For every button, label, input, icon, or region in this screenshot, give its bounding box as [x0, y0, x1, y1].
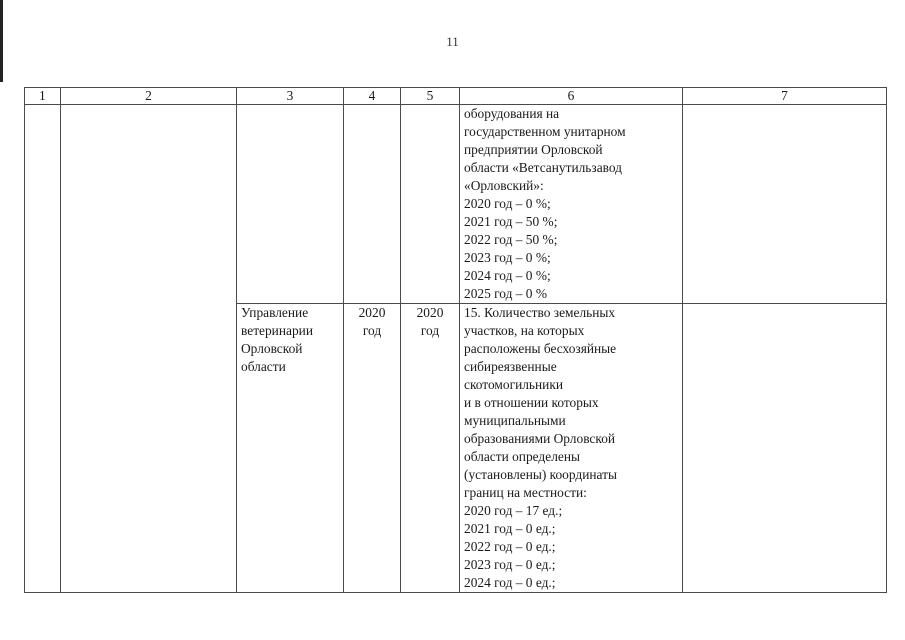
cell-indicator-15	[460, 304, 683, 593]
text-line: 2022 год – 50 %;	[464, 232, 558, 247]
cell-col2-merged	[61, 105, 237, 593]
text-line: 2021 год – 50 %;	[464, 214, 558, 229]
text-line: 2025 год – 0 %	[464, 286, 547, 301]
text-line: границ на местности:	[464, 485, 587, 500]
text-line: муниципальными	[464, 413, 566, 428]
text-line: 2021 год – 0 ед.;	[464, 521, 556, 536]
column-header-5: 5	[401, 88, 460, 105]
table-row-continued	[25, 105, 887, 304]
text-line: «Орловский»:	[464, 178, 544, 193]
text-line: и в отношении которых	[464, 395, 599, 410]
text-line: области	[241, 359, 286, 374]
text-line: области «Ветсанутильзавод	[464, 160, 622, 175]
text-line: 15. Количество земельных	[464, 305, 616, 320]
cell-col6-continued	[460, 105, 683, 304]
column-header-7: 7	[683, 88, 887, 105]
text-line: 2020 год – 17 ед.;	[464, 503, 563, 518]
text-line: области определены	[464, 449, 580, 464]
page-number: 11	[446, 34, 459, 49]
column-header-6: 6	[460, 88, 683, 105]
text-line: расположены бесхозяйные	[464, 341, 617, 356]
text-line: сибиреязвенные	[464, 359, 557, 374]
text-line: Орловской	[241, 341, 303, 356]
text-line: 2020	[358, 305, 386, 320]
document-table	[24, 87, 887, 593]
text-line: 2023 год – 0 %;	[464, 250, 551, 265]
text-line: оборудования на	[464, 106, 560, 121]
cell-col5	[401, 105, 460, 304]
text-line: (установлены) координаты	[464, 467, 617, 482]
text-line: год	[420, 323, 440, 338]
text-line: образованиями Орловской	[464, 431, 616, 446]
column-header-3: 3	[237, 88, 344, 105]
cell-col1-merged	[25, 105, 61, 593]
cell-col7	[683, 105, 887, 304]
cell-responsible-executor	[237, 304, 344, 593]
text-line: 2020 год – 0 %;	[464, 196, 551, 211]
cell-col4	[344, 105, 401, 304]
cell-col7-empty	[683, 304, 887, 593]
column-header-4: 4	[344, 88, 401, 105]
text-line: 2023 год – 0 ед.;	[464, 557, 556, 572]
text-line: скотомогильники	[464, 377, 564, 392]
text-line: предприятии Орловской	[464, 142, 603, 157]
column-header-1: 1	[25, 88, 61, 105]
text-line: 2022 год – 0 ед.;	[464, 539, 556, 554]
cell-end-year	[401, 304, 460, 593]
text-line: ветеринарии	[241, 323, 313, 338]
cell-start-year	[344, 304, 401, 593]
column-number-row	[25, 88, 887, 105]
text-line: 2024 год – 0 %;	[464, 268, 551, 283]
text-line: год	[362, 323, 382, 338]
cell-col3	[237, 105, 344, 304]
column-header-2: 2	[61, 88, 237, 105]
text-line: участков, на которых	[464, 323, 585, 338]
text-line: 2020	[416, 305, 444, 320]
text-line: Управление	[241, 305, 309, 320]
text-line: государственном унитарном	[464, 124, 626, 139]
text-line: 2024 год – 0 ед.;	[464, 575, 556, 590]
